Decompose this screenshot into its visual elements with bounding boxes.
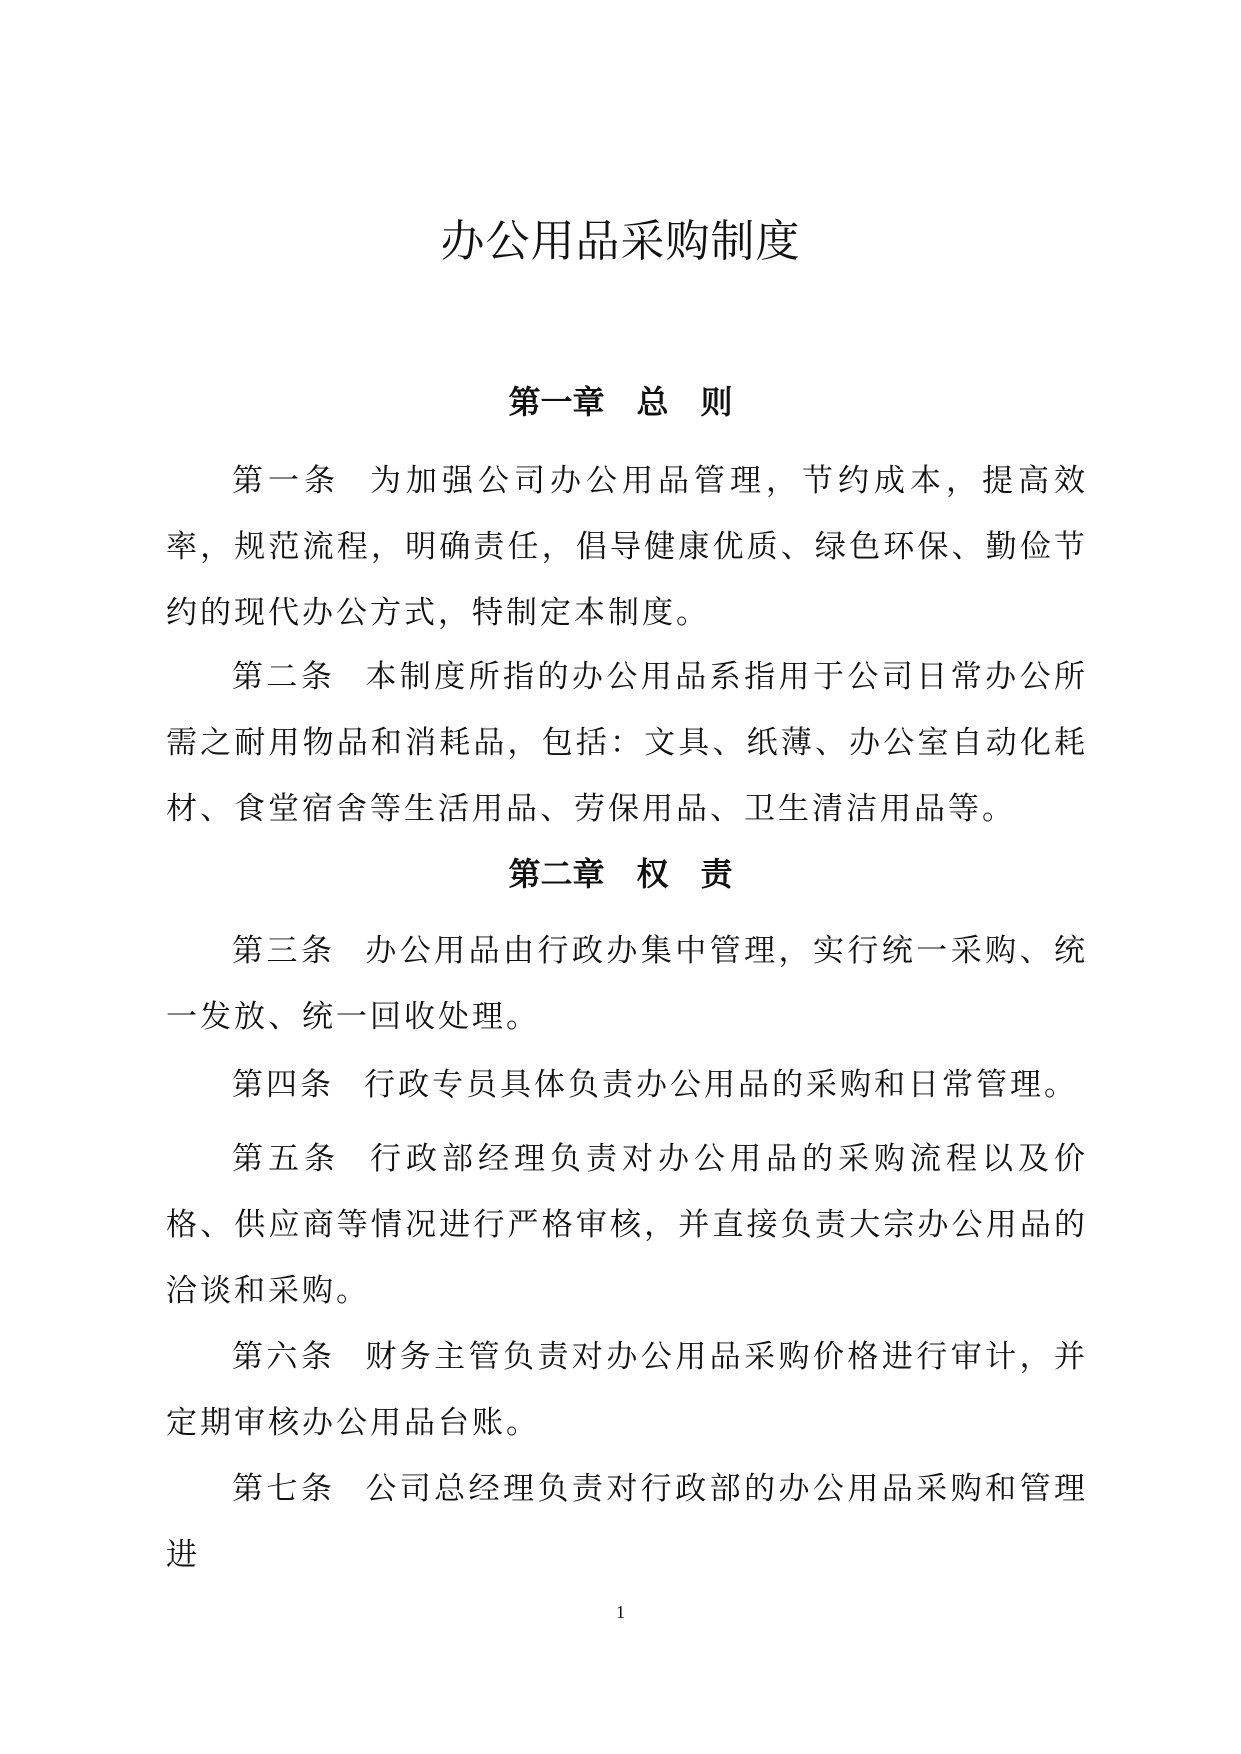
article-label: 第六条 [232, 1339, 336, 1375]
article-text: 公司总经理负责对行政部的办公用品采购和管理进 [166, 1471, 1089, 1573]
article-text: 本制度所指的办公用品系指用于公司日常办公所需之耐用物品和消耗品，包括：文具、纸薄、办公室自动化耗材、食堂宿舍等生活用品、劳保用品、卫生清洁用品等。 [166, 659, 1089, 827]
article-2 [166, 644, 1088, 842]
article-text: 行政专员具体负责办公用品的采购和日常管理。 [364, 1067, 1078, 1103]
article-label: 第五条 [232, 1141, 340, 1177]
article-label: 第三条 [232, 933, 336, 969]
page-number: 1 [616, 1602, 625, 1622]
article-text: 为加强公司办公用品管理，节约成本，提高效率，规范流程，明确责任，倡导健康优质、绿色环保、勤俭节约的现代办公方式，特制定本制度。 [166, 463, 1088, 631]
chapter-heading-2: 第二章 权 责 [508, 855, 733, 893]
article-7 [166, 1456, 1088, 1588]
article-label: 第一条 [232, 463, 340, 499]
article-label: 第二条 [232, 659, 336, 695]
article-6 [166, 1324, 1088, 1456]
article-label: 第四条 [232, 1067, 334, 1103]
article-3 [166, 918, 1088, 1050]
chapter-heading-1: 第一章 总 则 [508, 383, 733, 421]
article-text: 财务主管负责对办公用品采购价格进行审计，并定期审核办公用品台账。 [166, 1339, 1089, 1441]
document-title: 办公用品采购制度 [440, 216, 801, 267]
article-text: 办公用品由行政办集中管理，实行统一采购、统一发放、统一回收处理。 [166, 933, 1089, 1035]
article-5 [166, 1126, 1088, 1324]
article-1 [166, 448, 1088, 646]
article-text: 行政部经理负责对办公用品的采购流程以及价格、供应商等情况进行严格审核，并直接负责大宗办公用品的洽谈和采购。 [166, 1141, 1088, 1309]
article-label: 第七条 [232, 1471, 336, 1507]
article-4 [166, 1052, 1088, 1118]
